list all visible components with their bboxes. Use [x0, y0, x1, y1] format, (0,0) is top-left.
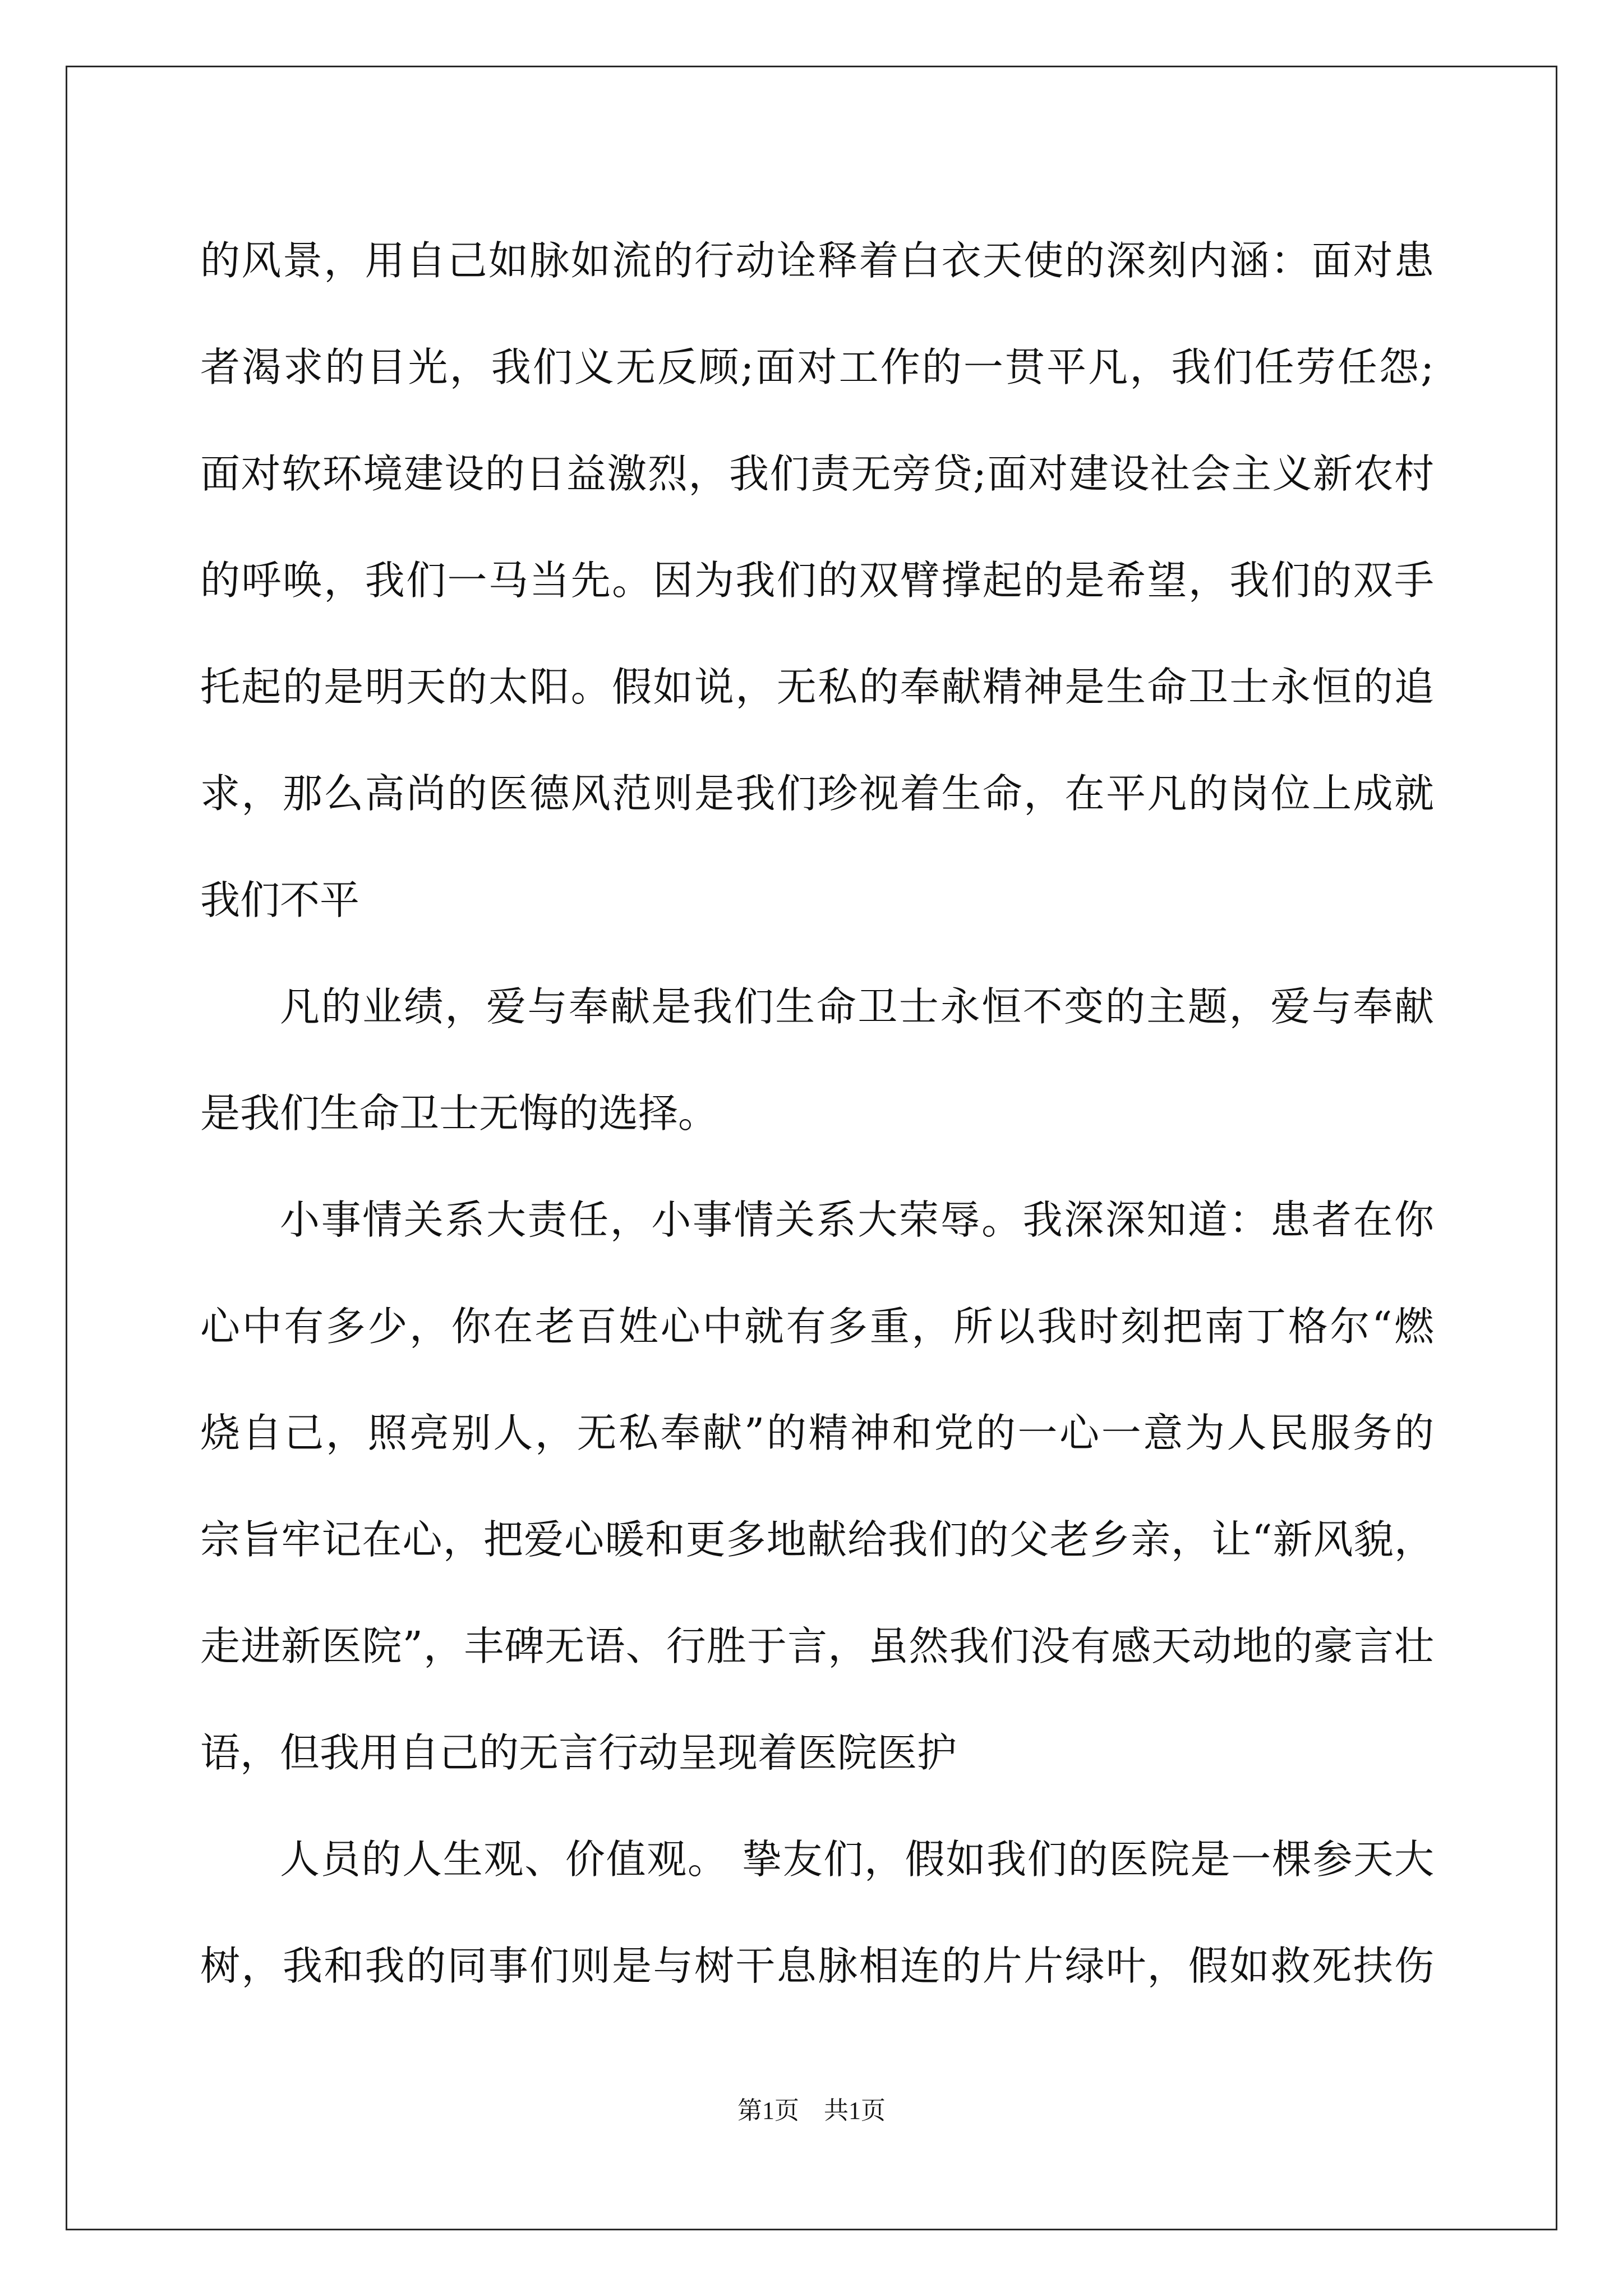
body-line: 语，但我用自己的无言行动呈现着医院医护: [200, 1729, 957, 1776]
body-line: 人员的人生观、价值观。 挚友们，假如我们的医院是一棵参天大: [280, 1836, 1434, 1883]
body-line: 我们不平: [200, 877, 360, 923]
body-line: 走进新医院”，丰碑无语、行胜于言，虽然我们没有感天动地的豪言壮: [200, 1623, 1434, 1669]
body-line: 求，那么高尚的医德风范则是我们珍视着生命，在平凡的岗位上成就: [200, 770, 1434, 817]
document-body: [200, 208, 1434, 2019]
body-line: 是我们生命卫士无悔的选择。: [200, 1090, 718, 1137]
body-line: 面对软环境建设的日益激烈，我们责无旁贷;面对建设社会主义新农村: [200, 450, 1434, 497]
page-number-current: 第1页: [737, 2097, 799, 2124]
body-line: 托起的是明天的太阳。假如说，无私的奉献精神是生命卫士永恒的追: [200, 664, 1434, 710]
body-line: 的呼唤，我们一马当先。因为我们的双臂撑起的是希望，我们的双手: [200, 557, 1434, 604]
body-line: 心中有多少，你在老百姓心中就有多重，所以我时刻把南丁格尔“燃: [200, 1303, 1434, 1350]
page-number-total: 共1页: [824, 2097, 886, 2124]
body-line: 宗旨牢记在心，把爱心暖和更多地献给我们的父老乡亲，让“新风貌，: [200, 1516, 1434, 1563]
page-footer: [0, 2095, 1623, 2127]
body-line: 树，我和我的同事们则是与树干息脉相连的片片绿叶，假如救死扶伤: [200, 1943, 1434, 1989]
body-line: 的风景，用自己如脉如流的行动诠释着白衣天使的深刻内涵：面对患: [200, 237, 1434, 284]
body-line: 凡的业绩，爱与奉献是我们生命卫士永恒不变的主题，爱与奉献: [280, 983, 1434, 1030]
body-line: 小事情关系大责任，小事情关系大荣辱。我深深知道：患者在你: [280, 1197, 1434, 1243]
body-line: 烧自己，照亮别人，无私奉献”的精神和党的一心一意为人民服务的: [200, 1410, 1434, 1456]
body-line: 者渴求的目光，我们义无反顾;面对工作的一贯平凡，我们任劳任怨;: [200, 344, 1434, 390]
